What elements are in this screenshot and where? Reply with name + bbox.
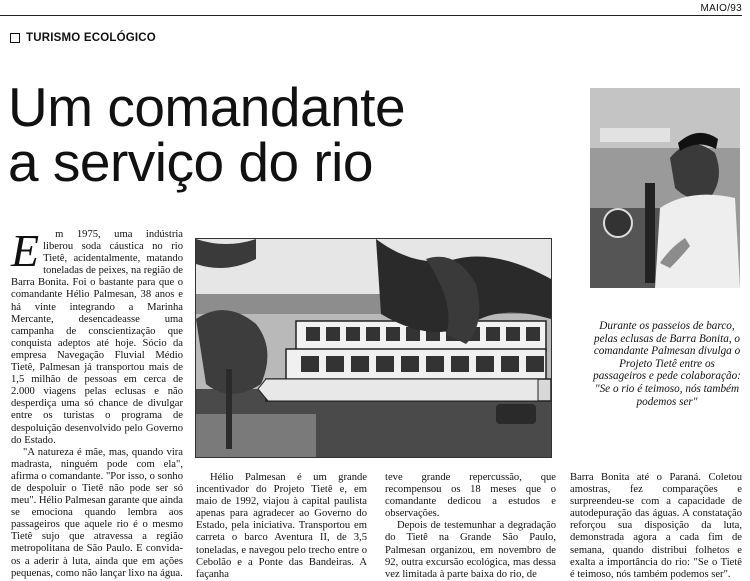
article-column-3 bbox=[385, 472, 556, 581]
paragraph: Barra Bonita até o Paraná. Coletou amostras, fez comparações e surpreendeu-se com a capacidade de autodepuração das águas. A constatação reforçou sua disposição da luta, demonstrada agora a cada fim de semana, quando distribui folhetos e exalta a importância do rio: "Se o Tietê é teimoso, nós também podemos ser". bbox=[570, 472, 742, 580]
article-column-2 bbox=[196, 472, 367, 581]
section-box-icon bbox=[10, 33, 20, 43]
headline-line-2: a serviço do rio bbox=[8, 131, 373, 193]
issue-date: MAIO/93 bbox=[700, 3, 742, 14]
paragraph: teve grande repercussão, que recompensou os 18 meses que o comandante dedicou a estudos e observações. bbox=[385, 472, 556, 520]
caption-quote: "Se o rio é teimoso, nós também podemos ser" bbox=[594, 382, 740, 408]
captain-photo-illustration bbox=[590, 88, 740, 288]
headline-line-1: Um comandante bbox=[8, 76, 406, 138]
paragraph: Hélio Palmesan é um grande incentivador do Projeto Tietê e, em maio de 1992, viajou à capital paulista apenas para agradecer ao Governo do Estado, pela iniciativa. Transportou em carreta o barco Aventura II, de 3,5 toneladas, e navegou pelo trecho entre o Cebolão e a Ponte das Bandeiras. A façanha bbox=[196, 472, 367, 580]
boat-photo-illustration bbox=[196, 239, 551, 457]
paragraph: Depois de testemunhar a degradação do Tietê na Grande São Paulo, Palmesan organizou, em novembro de 92, outra excursão ecológica, mas dessa vez limitada à parte baixa do rio, de bbox=[385, 520, 556, 580]
boat-photo bbox=[195, 238, 552, 458]
paragraph: m 1975, uma indústria liberou soda cáustica no rio Tietê, acidentalmente, matando toneladas de peixes, na região de Barra Bonita. Foi o bastante para que o comandante Hélio Palmesan, 38 anos e há vinte integrando a Marinha Mercante, desencadeasse uma campanha de conscientização que conquista adeptos até hoje. Sócio da empresa Navegação Fluvial Médio Tietê, Palmesan já transportou mais de 1,5 milhão de pessoas em cerca de 2.000 viagens pelas eclusas e não desperdiça uma só chance de divulgar entre os turistas o programa de despoluição desenvolvido pelo Governo do Estado. bbox=[11, 229, 183, 446]
section-label-text: TURISMO ECOLÓGICO bbox=[26, 32, 156, 44]
paragraph: "A natureza é mãe, mas, quando vira madrasta, ninguém pode com ela", afirma o comandante. "Por isso, o sonho de despoluir o Tietê não pode ser só meu". Hélio Palmesan garante que ainda se emociona quando lembra aos passageiros que aquele rio é o mesmo Tietê sujo que atravessa a região metropolitana de São Paulo. E convida-os a aderir à luta, ainda que em ações pequenas, como não lançar lixo na água. bbox=[11, 446, 183, 579]
caption-text: Durante os passeios de barco, pelas eclusas de Barra Bonita, o comandante Palmesan divulga o Projeto Tietê entre os passageiros e pede colaboração: bbox=[593, 320, 741, 383]
drop-cap: E bbox=[11, 225, 40, 276]
article-column-1 bbox=[11, 225, 183, 580]
article-column-4 bbox=[570, 472, 742, 581]
captain-photo bbox=[590, 88, 740, 288]
top-rule bbox=[0, 15, 742, 16]
section-label bbox=[10, 32, 156, 44]
headline bbox=[8, 76, 588, 193]
photo-caption bbox=[592, 320, 742, 408]
